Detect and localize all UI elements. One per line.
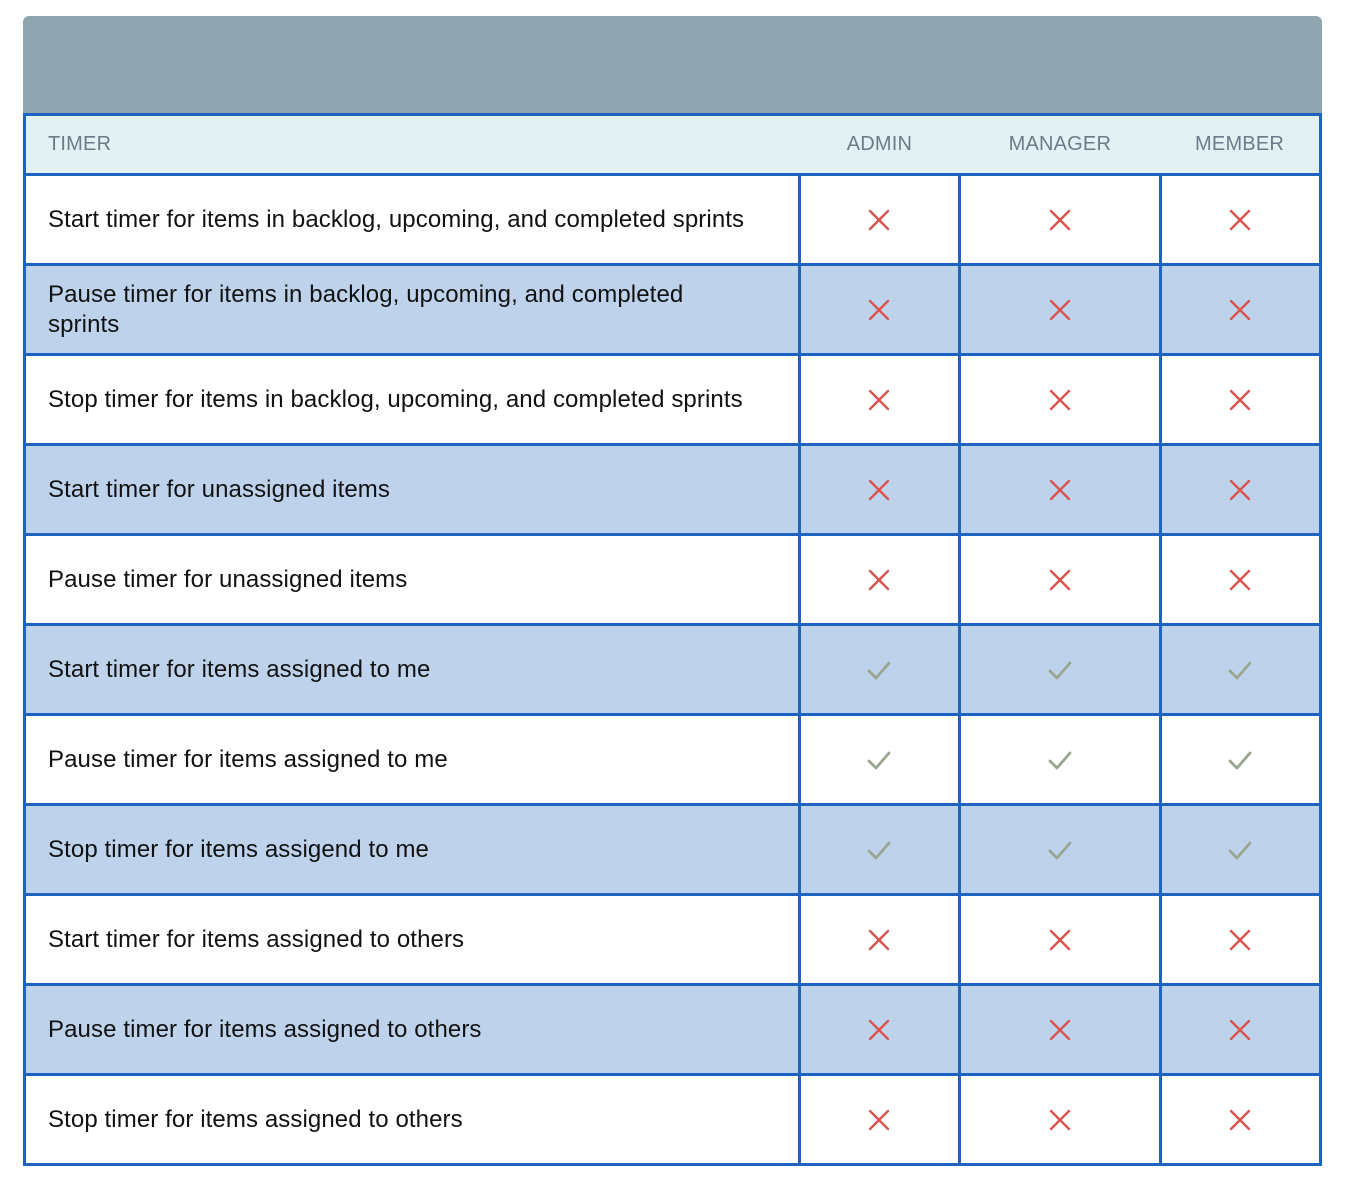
- x-icon: [1227, 927, 1253, 953]
- permission-cell-member: [1160, 985, 1320, 1075]
- x-icon: [1047, 387, 1073, 413]
- permission-label: Pause timer for items in backlog, upcoming, and completed sprints: [25, 265, 800, 355]
- panel-header-bar: [23, 16, 1322, 113]
- x-icon: [866, 1017, 892, 1043]
- permission-cell-member: [1160, 265, 1320, 355]
- permission-label: Start timer for unassigned items: [25, 445, 800, 535]
- permission-cell-manager: [960, 445, 1160, 535]
- permission-label: Pause timer for unassigned items: [25, 535, 800, 625]
- x-icon: [1227, 207, 1253, 233]
- column-header-manager: MANAGER: [1008, 133, 1112, 155]
- permission-cell-manager: [960, 265, 1160, 355]
- permission-cell-member: [1160, 355, 1320, 445]
- check-icon: [1227, 747, 1253, 773]
- x-icon: [866, 1107, 892, 1133]
- check-icon: [866, 747, 892, 773]
- permission-cell-manager: [960, 355, 1160, 445]
- permissions-panel: [23, 16, 1322, 1168]
- x-icon: [1227, 1017, 1253, 1043]
- check-icon: [1047, 837, 1073, 863]
- check-icon: [1047, 747, 1073, 773]
- x-icon: [1227, 1107, 1253, 1133]
- check-icon: [866, 837, 892, 863]
- permission-cell-manager: [960, 985, 1160, 1075]
- table-row: [25, 445, 1321, 535]
- x-icon: [1047, 1107, 1073, 1133]
- table-row: [25, 805, 1321, 895]
- permission-cell-member: [1160, 625, 1320, 715]
- table-row: [25, 625, 1321, 715]
- permission-cell-admin: [799, 895, 959, 985]
- permission-label: Stop timer for items assigend to me: [25, 805, 800, 895]
- permission-cell-member: [1160, 805, 1320, 895]
- x-icon: [866, 567, 892, 593]
- permission-cell-member: [1160, 1075, 1320, 1165]
- column-header-admin: ADMIN: [846, 133, 913, 155]
- permission-cell-admin: [799, 805, 959, 895]
- permission-label: Start timer for items assigned to others: [25, 895, 800, 985]
- permissions-table: [23, 113, 1322, 1166]
- x-icon: [1047, 297, 1073, 323]
- permission-label: Pause timer for items assigned to me: [25, 715, 800, 805]
- table-row: [25, 985, 1321, 1075]
- permission-cell-admin: [799, 265, 959, 355]
- column-header-timer: TIMER: [48, 133, 112, 155]
- x-icon: [866, 207, 892, 233]
- x-icon: [866, 477, 892, 503]
- permission-cell-member: [1160, 895, 1320, 985]
- table-row: [25, 175, 1321, 265]
- header-row: [25, 115, 1321, 175]
- permission-label: Stop timer for items assigned to others: [25, 1075, 800, 1165]
- permission-label: Start timer for items in backlog, upcoming, and completed sprints: [25, 175, 800, 265]
- x-icon: [1047, 927, 1073, 953]
- table-header: [25, 115, 1321, 175]
- permission-cell-member: [1160, 445, 1320, 535]
- permission-cell-manager: [960, 535, 1160, 625]
- x-icon: [1227, 387, 1253, 413]
- table-row: [25, 265, 1321, 355]
- permission-cell-manager: [960, 175, 1160, 265]
- permission-cell-admin: [799, 985, 959, 1075]
- x-icon: [1047, 567, 1073, 593]
- x-icon: [1227, 567, 1253, 593]
- x-icon: [1227, 297, 1253, 323]
- permission-cell-member: [1160, 715, 1320, 805]
- permission-cell-member: [1160, 535, 1320, 625]
- table-body: [25, 175, 1321, 1165]
- permission-cell-admin: [799, 175, 959, 265]
- table-row: [25, 715, 1321, 805]
- check-icon: [1227, 657, 1253, 683]
- permission-cell-admin: [799, 625, 959, 715]
- permission-cell-admin: [799, 445, 959, 535]
- table-row: [25, 535, 1321, 625]
- x-icon: [1047, 207, 1073, 233]
- permission-cell-manager: [960, 625, 1160, 715]
- permission-cell-manager: [960, 1075, 1160, 1165]
- table-row: [25, 355, 1321, 445]
- permission-label: Pause timer for items assigned to others: [25, 985, 800, 1075]
- x-icon: [866, 387, 892, 413]
- check-icon: [1227, 837, 1253, 863]
- permission-cell-admin: [799, 715, 959, 805]
- permission-cell-admin: [799, 1075, 959, 1165]
- x-icon: [866, 297, 892, 323]
- permission-label: Stop timer for items in backlog, upcoming, and completed sprints: [25, 355, 800, 445]
- permission-cell-admin: [799, 355, 959, 445]
- check-icon: [866, 657, 892, 683]
- table-row: [25, 1075, 1321, 1165]
- x-icon: [1047, 1017, 1073, 1043]
- permission-label: Start timer for items assigned to me: [25, 625, 800, 715]
- permission-cell-manager: [960, 715, 1160, 805]
- column-header-member: MEMBER: [1195, 133, 1285, 155]
- permission-cell-manager: [960, 805, 1160, 895]
- permission-cell-admin: [799, 535, 959, 625]
- x-icon: [1227, 477, 1253, 503]
- permission-cell-manager: [960, 895, 1160, 985]
- x-icon: [1047, 477, 1073, 503]
- x-icon: [866, 927, 892, 953]
- check-icon: [1047, 657, 1073, 683]
- table-row: [25, 895, 1321, 985]
- permission-cell-member: [1160, 175, 1320, 265]
